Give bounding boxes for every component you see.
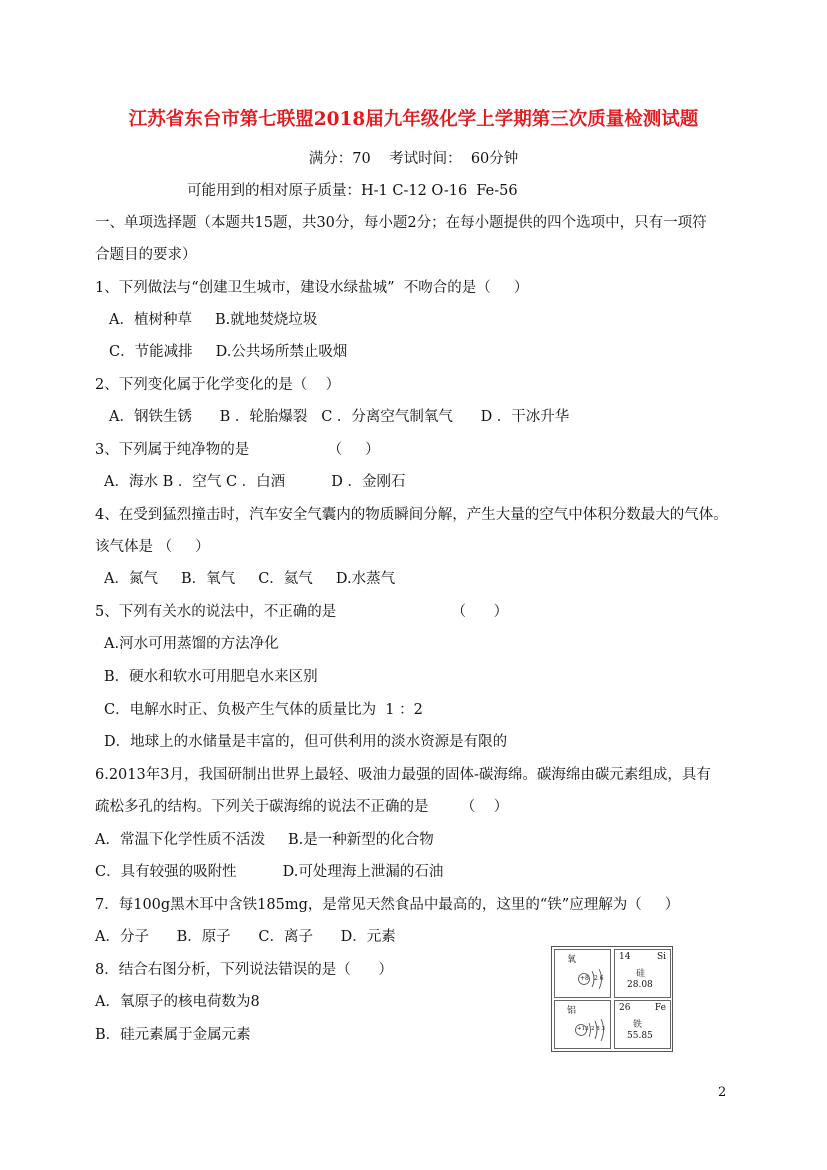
silicon-cell <box>614 949 671 998</box>
aluminum-shells: 2 8 3 <box>591 1026 605 1032</box>
question-3-options: A．海水 B ．空气 C ．白酒 D ．金刚石 <box>104 474 406 490</box>
silicon-symbol: Si <box>656 952 666 962</box>
question-4-options: A．氮气 B．氧气 C．氦气 D.水蒸气 <box>104 571 396 587</box>
question-4: 4、在受到猛烈撞击时，汽车安全气囊内的物质瞬间分解，产生大量的空气中体积分数最大的气体。 <box>95 507 728 523</box>
score-time: 满分：70 考试时间： 60分钟 <box>308 151 519 167</box>
question-7-options: A．分子 B．原子 C．离子 D．元素 <box>95 929 396 945</box>
question-6-options-ab: A．常温下化学性质不活泼 B.是一种新型的化合物 <box>95 832 434 848</box>
aluminum-nucleus: +13 <box>577 1026 589 1032</box>
question-5: 5、下列有关水的说法中，不正确的是 （ ） <box>95 604 509 620</box>
oxygen-shells: 2 6 <box>594 975 604 982</box>
question-3: 3、下列属于纯净物的是 （ ） <box>95 442 380 458</box>
iron-symbol: Fe <box>654 1003 666 1013</box>
question-6-options-cd: C．具有较强的吸附性 D.可处理海上泄漏的石油 <box>95 864 444 880</box>
document-title: 江苏省东台市第七联盟2018届九年级化学上学期第三次质量检测试题 <box>128 109 699 130</box>
question-5-option-d: D．地球上的水储量是丰富的，但可供利用的淡水资源是有限的 <box>104 734 508 750</box>
question-8-option-a: A．氧原子的核电荷数为8 <box>95 994 260 1010</box>
question-6-cont: 疏松多孔的结构。下列关于碳海绵的说法不正确的是 （ ） <box>95 799 509 815</box>
aluminum-name: 铝 <box>567 1006 577 1016</box>
question-2: 2、下列变化属于化学变化的是（ ） <box>95 377 341 393</box>
page-number: 2 <box>718 1085 727 1100</box>
oxygen-cell <box>554 949 611 998</box>
section-heading-cont: 合题目的要求） <box>95 247 197 263</box>
question-6: 6.2013年3月，我国研制出世界上最轻、吸油力最强的固体-碳海绵。碳海绵由碳元素组成，具有 <box>95 767 711 783</box>
iron-mass: 55.85 <box>627 1031 653 1041</box>
atomic-mass: 可能用到的相对原子质量：H-1 C-12 O-16 Fe-56 <box>187 183 518 199</box>
question-8-option-b: B．硅元素属于金属元素 <box>95 1027 251 1043</box>
iron-number: 26 <box>619 1003 631 1013</box>
question-4-cont: 该气体是 （ ） <box>95 539 210 555</box>
question-1-options-ab: A．植树种草 B.就地焚烧垃圾 <box>109 312 318 328</box>
question-5-option-b: B．硬水和软水可用肥皂水来区别 <box>104 669 318 685</box>
iron-name: 铁 <box>633 1020 643 1030</box>
silicon-name: 硅 <box>636 969 646 979</box>
question-7: 7．每100g黑木耳中含铁185mg，是常见天然食品中最高的，这里的“铁”应理解为（ ） <box>95 897 680 913</box>
question-5-option-c: C．电解水时正、负极产生气体的质量比为 1 ：2 <box>104 702 423 718</box>
element-figure <box>551 946 673 1052</box>
silicon-number: 14 <box>619 952 631 962</box>
silicon-mass: 28.08 <box>627 980 653 990</box>
oxygen-name: 氧 <box>567 955 577 965</box>
oxygen-nucleus: +8 <box>580 975 589 982</box>
question-1-options-cd: C．节能减排 D.公共场所禁止吸烟 <box>109 344 348 360</box>
iron-cell <box>614 1000 671 1049</box>
question-1: 1、下列做法与“创建卫生城市，建设水绿盐城” 不吻合的是（ ） <box>95 280 529 296</box>
question-5-option-a: A.河水可用蒸馏的方法净化 <box>104 636 279 652</box>
section-heading: 一、单项选择题（本题共15题，共30分，每小题2分；在每小题提供的四个选项中，只有一项符 <box>95 215 707 231</box>
question-8: 8．结合右图分析，下列说法错误的是（ ） <box>95 962 393 978</box>
aluminum-cell <box>554 1000 611 1049</box>
question-2-options: A．钢铁生锈 B ．轮胎爆裂 C ．分离空气制氧气 D ．干冰升华 <box>109 409 570 425</box>
